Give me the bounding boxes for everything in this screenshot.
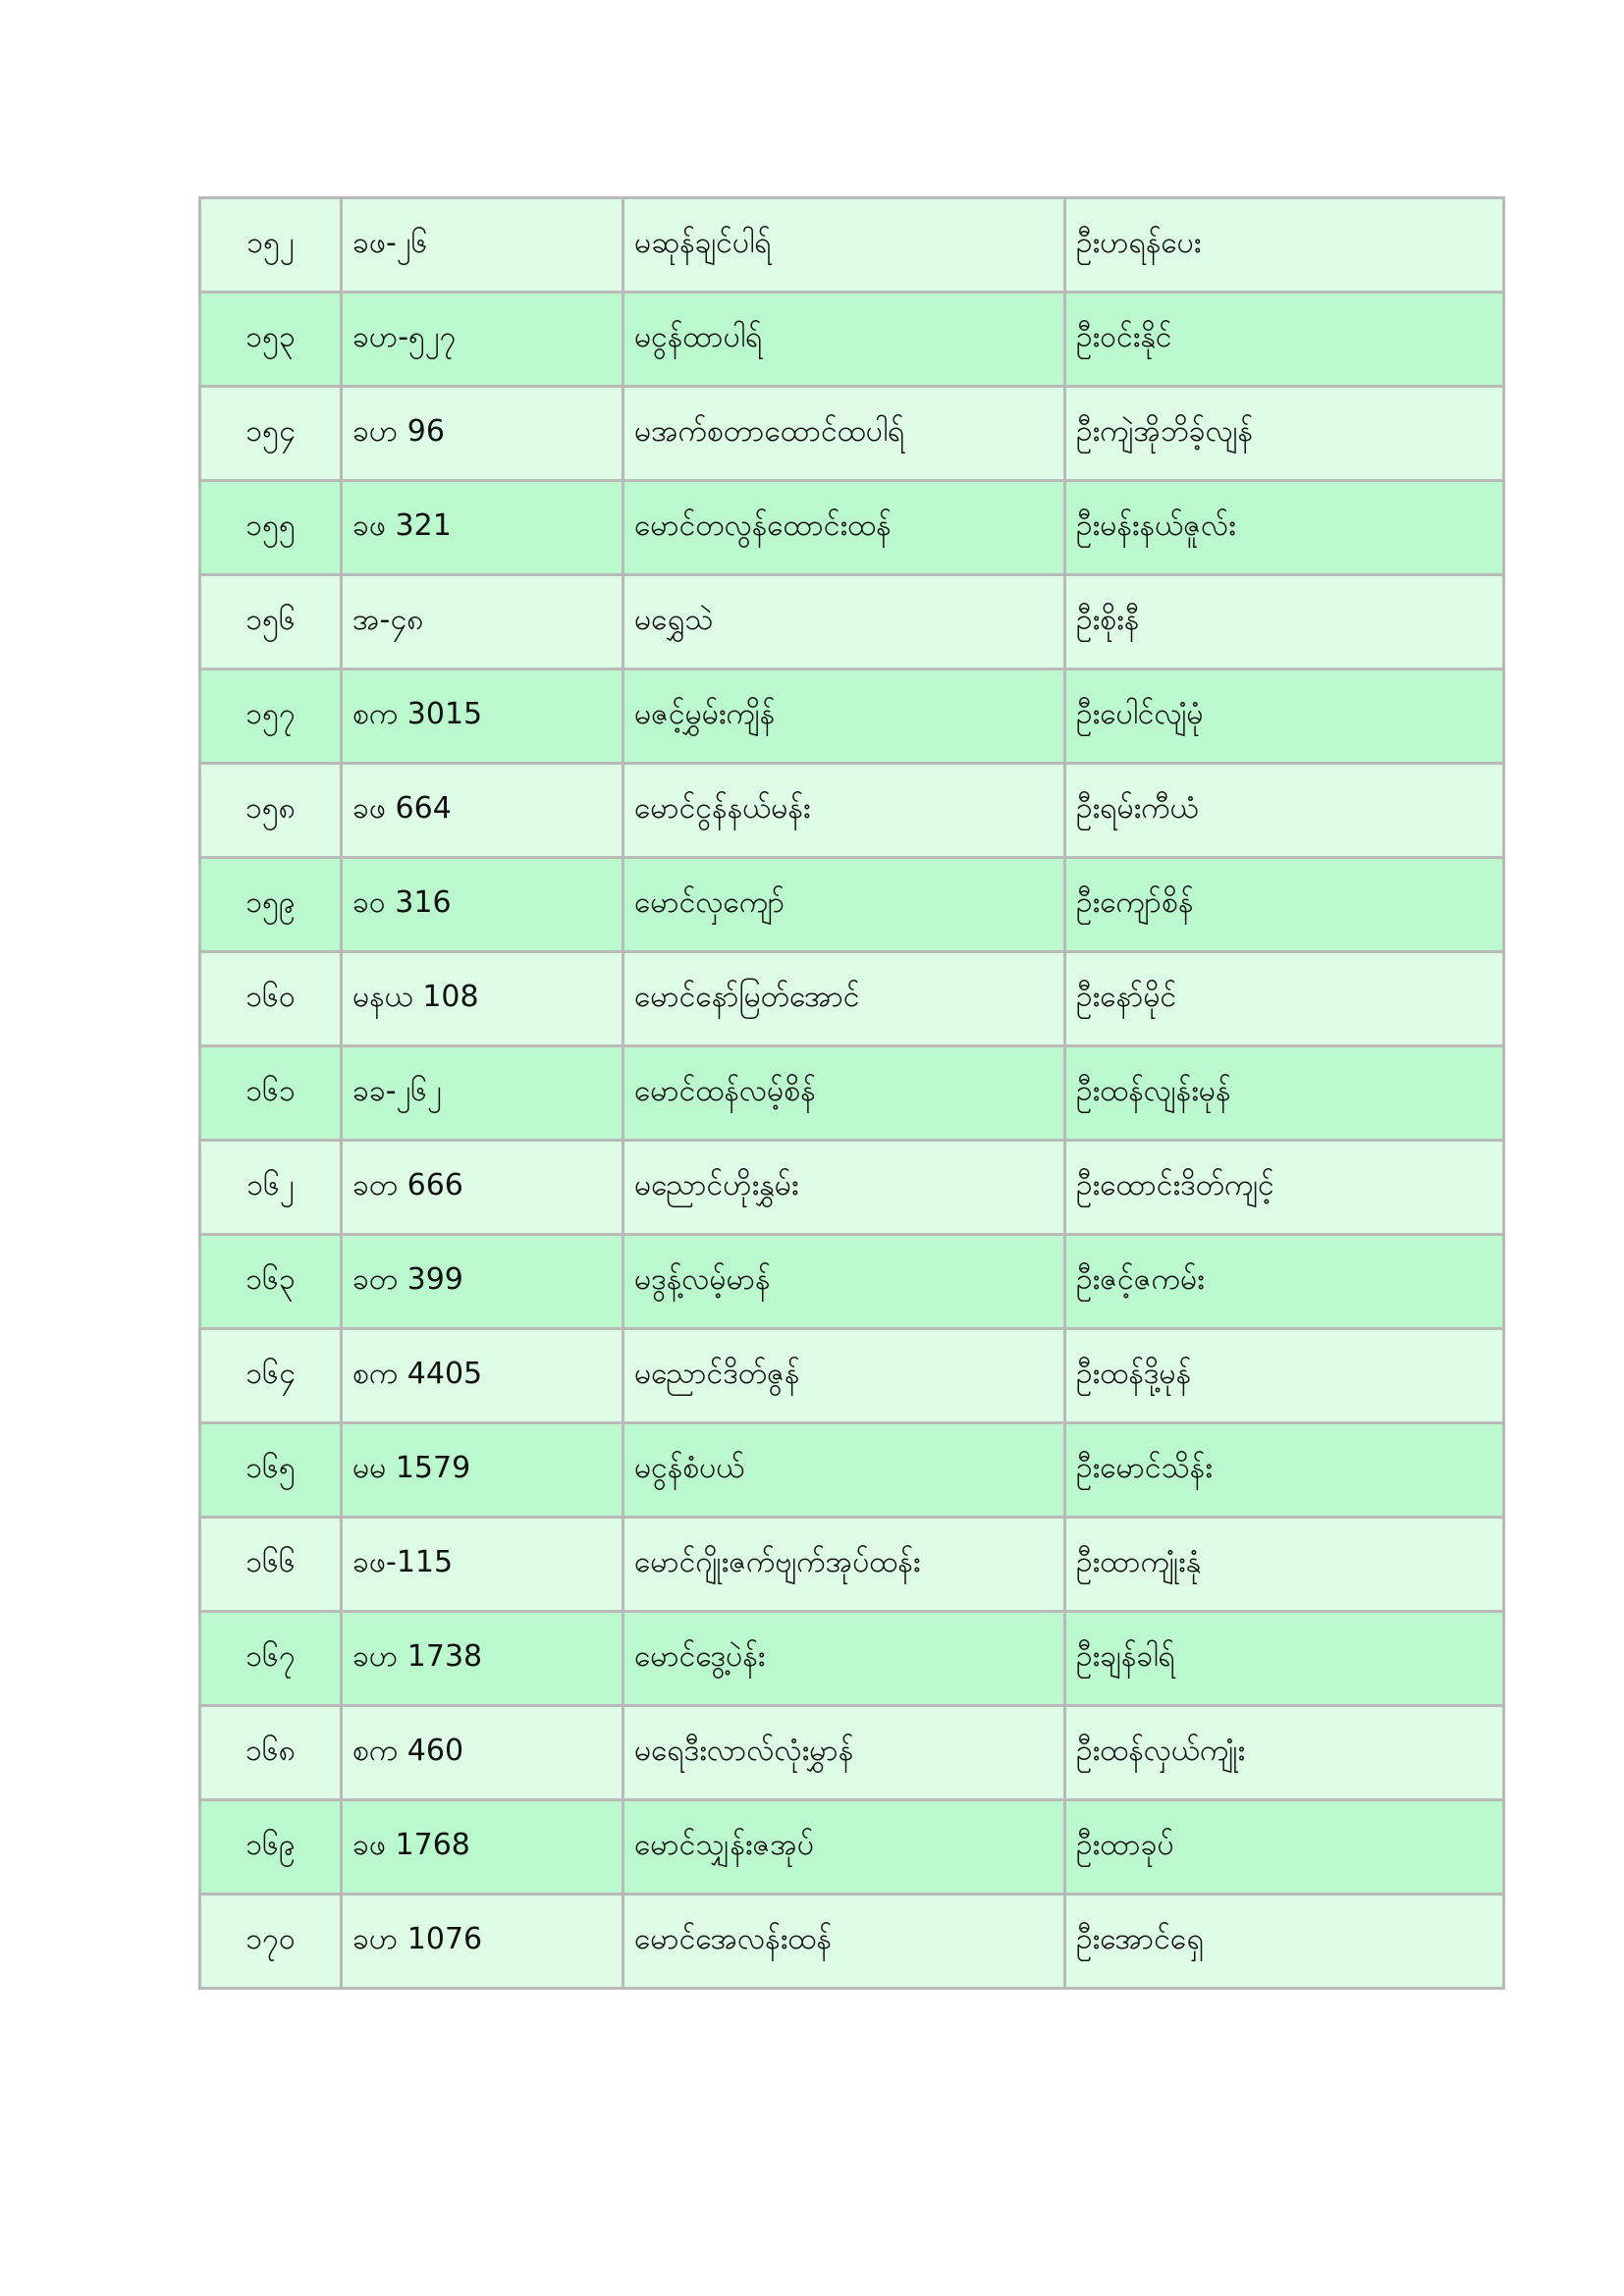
father-name: ဦးထန်ဒို့မုန် <box>1065 1329 1504 1423</box>
person-name: မရေဒီးလာလ်လုံးမွှာန် <box>623 1706 1065 1800</box>
father-name: ဦးဇင့်ဇကမ်း <box>1065 1235 1504 1329</box>
table-row <box>200 1706 1504 1800</box>
person-name: မောင်သျှန်းဇအုပ် <box>623 1800 1065 1895</box>
person-name: မဇင့်မွှမ်းကျိန် <box>623 669 1065 764</box>
row-number: ၁၅၄ <box>200 387 342 481</box>
row-number: ၁၆၄ <box>200 1329 342 1423</box>
row-number: ၁၆၅ <box>200 1423 342 1518</box>
table-row <box>200 1329 1504 1423</box>
table-row <box>200 198 1504 293</box>
registration-code: စက 3015 <box>342 669 623 764</box>
father-name: ဦးထာခုပ် <box>1065 1800 1504 1895</box>
father-name: ဦးထန်လျန်းမုန် <box>1065 1046 1504 1141</box>
table-row <box>200 575 1504 669</box>
person-name: မငွန်ထာပါရ် <box>623 293 1065 387</box>
person-name: မောင်အေလန်းထန် <box>623 1895 1065 1989</box>
father-name: ဦးထန်လှယ်ကျုံး <box>1065 1706 1504 1800</box>
row-number: ၁၆၂ <box>200 1141 342 1235</box>
row-number: ၁၅၇ <box>200 669 342 764</box>
table-row <box>200 293 1504 387</box>
registration-code: ခဖ 664 <box>342 764 623 858</box>
father-name: ဦးပေါင်လျံမုံ <box>1065 669 1504 764</box>
records-table-body <box>200 198 1504 1989</box>
row-number: ၁၆၀ <box>200 952 342 1046</box>
person-name: မောင်ဒွေ့ပဲန်း <box>623 1612 1065 1706</box>
person-name: မောင်ထန်လမ့်စိန် <box>623 1046 1065 1141</box>
row-number: ၁၅၅ <box>200 481 342 575</box>
father-name: ဦးမောင်သိန်း <box>1065 1423 1504 1518</box>
table-row <box>200 952 1504 1046</box>
registration-code: ခဖ-115 <box>342 1518 623 1612</box>
registration-code: ခတ 666 <box>342 1141 623 1235</box>
father-name: ဦးရမ်းကီယံ <box>1065 764 1504 858</box>
person-name: မောင်တလွန်ထောင်းထန် <box>623 481 1065 575</box>
person-name: မောင်ငွန်နယ်မန်း <box>623 764 1065 858</box>
row-number: ၁၅၉ <box>200 858 342 952</box>
person-name: မငွန်စံပယ် <box>623 1423 1065 1518</box>
registration-code: ခဖ-၂၆ <box>342 198 623 293</box>
row-number: ၁၅၃ <box>200 293 342 387</box>
table-row <box>200 1141 1504 1235</box>
row-number: ၁၇၀ <box>200 1895 342 1989</box>
table-row <box>200 1612 1504 1706</box>
row-number: ၁၆၉ <box>200 1800 342 1895</box>
table-row <box>200 1235 1504 1329</box>
person-name: မညောင်ဟိုးနွှမ်း <box>623 1141 1065 1235</box>
registration-code: ခဟ 1738 <box>342 1612 623 1706</box>
row-number: ၁၆၃ <box>200 1235 342 1329</box>
row-number: ၁၆၁ <box>200 1046 342 1141</box>
table-row <box>200 764 1504 858</box>
person-name: မဆုန်ချင်ပါရ် <box>623 198 1065 293</box>
registration-code: ခဟ-၅၂၇ <box>342 293 623 387</box>
person-name: မဒွန့်လမ့်မာန် <box>623 1235 1065 1329</box>
person-name: မညောင်ဒိတ်ဇွန် <box>623 1329 1065 1423</box>
father-name: ဦးမန်းနယ်ဇူလ်း <box>1065 481 1504 575</box>
father-name: ဦးချန်ခါရ် <box>1065 1612 1504 1706</box>
records-table <box>198 196 1505 1990</box>
registration-code: အ-၄၈ <box>342 575 623 669</box>
row-number: ၁၅၂ <box>200 198 342 293</box>
table-row <box>200 1800 1504 1895</box>
table-row <box>200 858 1504 952</box>
father-name: ဦးထာကျုံးနုံ <box>1065 1518 1504 1612</box>
person-name: မောင်နော်မြတ်အောင် <box>623 952 1065 1046</box>
person-name: မအက်စတာထောင်ထပါရ် <box>623 387 1065 481</box>
person-name: မောင်ဂျိုးဇက်ဗျက်အုပ်ထန်း <box>623 1518 1065 1612</box>
father-name: ဦးဝင်းနိုင် <box>1065 293 1504 387</box>
father-name: ဦးကျဲအိုဘိခ့်လျန် <box>1065 387 1504 481</box>
person-name: မရွှေသဲ <box>623 575 1065 669</box>
table-row <box>200 387 1504 481</box>
table-row <box>200 481 1504 575</box>
registration-code: ခဟ 1076 <box>342 1895 623 1989</box>
row-number: ၁၅၆ <box>200 575 342 669</box>
registration-code: ခ၀ 316 <box>342 858 623 952</box>
registration-code: ခတ 399 <box>342 1235 623 1329</box>
table-row <box>200 1518 1504 1612</box>
registration-code: စက 460 <box>342 1706 623 1800</box>
row-number: ၁၆၆ <box>200 1518 342 1612</box>
registration-code: မမ 1579 <box>342 1423 623 1518</box>
row-number: ၁၆၈ <box>200 1706 342 1800</box>
father-name: ဦးဟရန်ပေး <box>1065 198 1504 293</box>
registration-code: ခဖ 1768 <box>342 1800 623 1895</box>
father-name: ဦးစိုးနီ <box>1065 575 1504 669</box>
table-row <box>200 1423 1504 1518</box>
registration-code: ခဖ 321 <box>342 481 623 575</box>
registration-code: ခဟ 96 <box>342 387 623 481</box>
father-name: ဦးကျော်စိန် <box>1065 858 1504 952</box>
table-row <box>200 669 1504 764</box>
registration-code: ခခ-၂၆၂ <box>342 1046 623 1141</box>
father-name: ဦးထောင်းဒိတ်ကျင့် <box>1065 1141 1504 1235</box>
registration-code: မနယ 108 <box>342 952 623 1046</box>
table-row <box>200 1895 1504 1989</box>
row-number: ၁၅၈ <box>200 764 342 858</box>
row-number: ၁၆၇ <box>200 1612 342 1706</box>
person-name: မောင်လှကျော် <box>623 858 1065 952</box>
father-name: ဦးအောင်ရှေ <box>1065 1895 1504 1989</box>
father-name: ဦးနော်မိုင် <box>1065 952 1504 1046</box>
registration-code: စက 4405 <box>342 1329 623 1423</box>
table-row <box>200 1046 1504 1141</box>
